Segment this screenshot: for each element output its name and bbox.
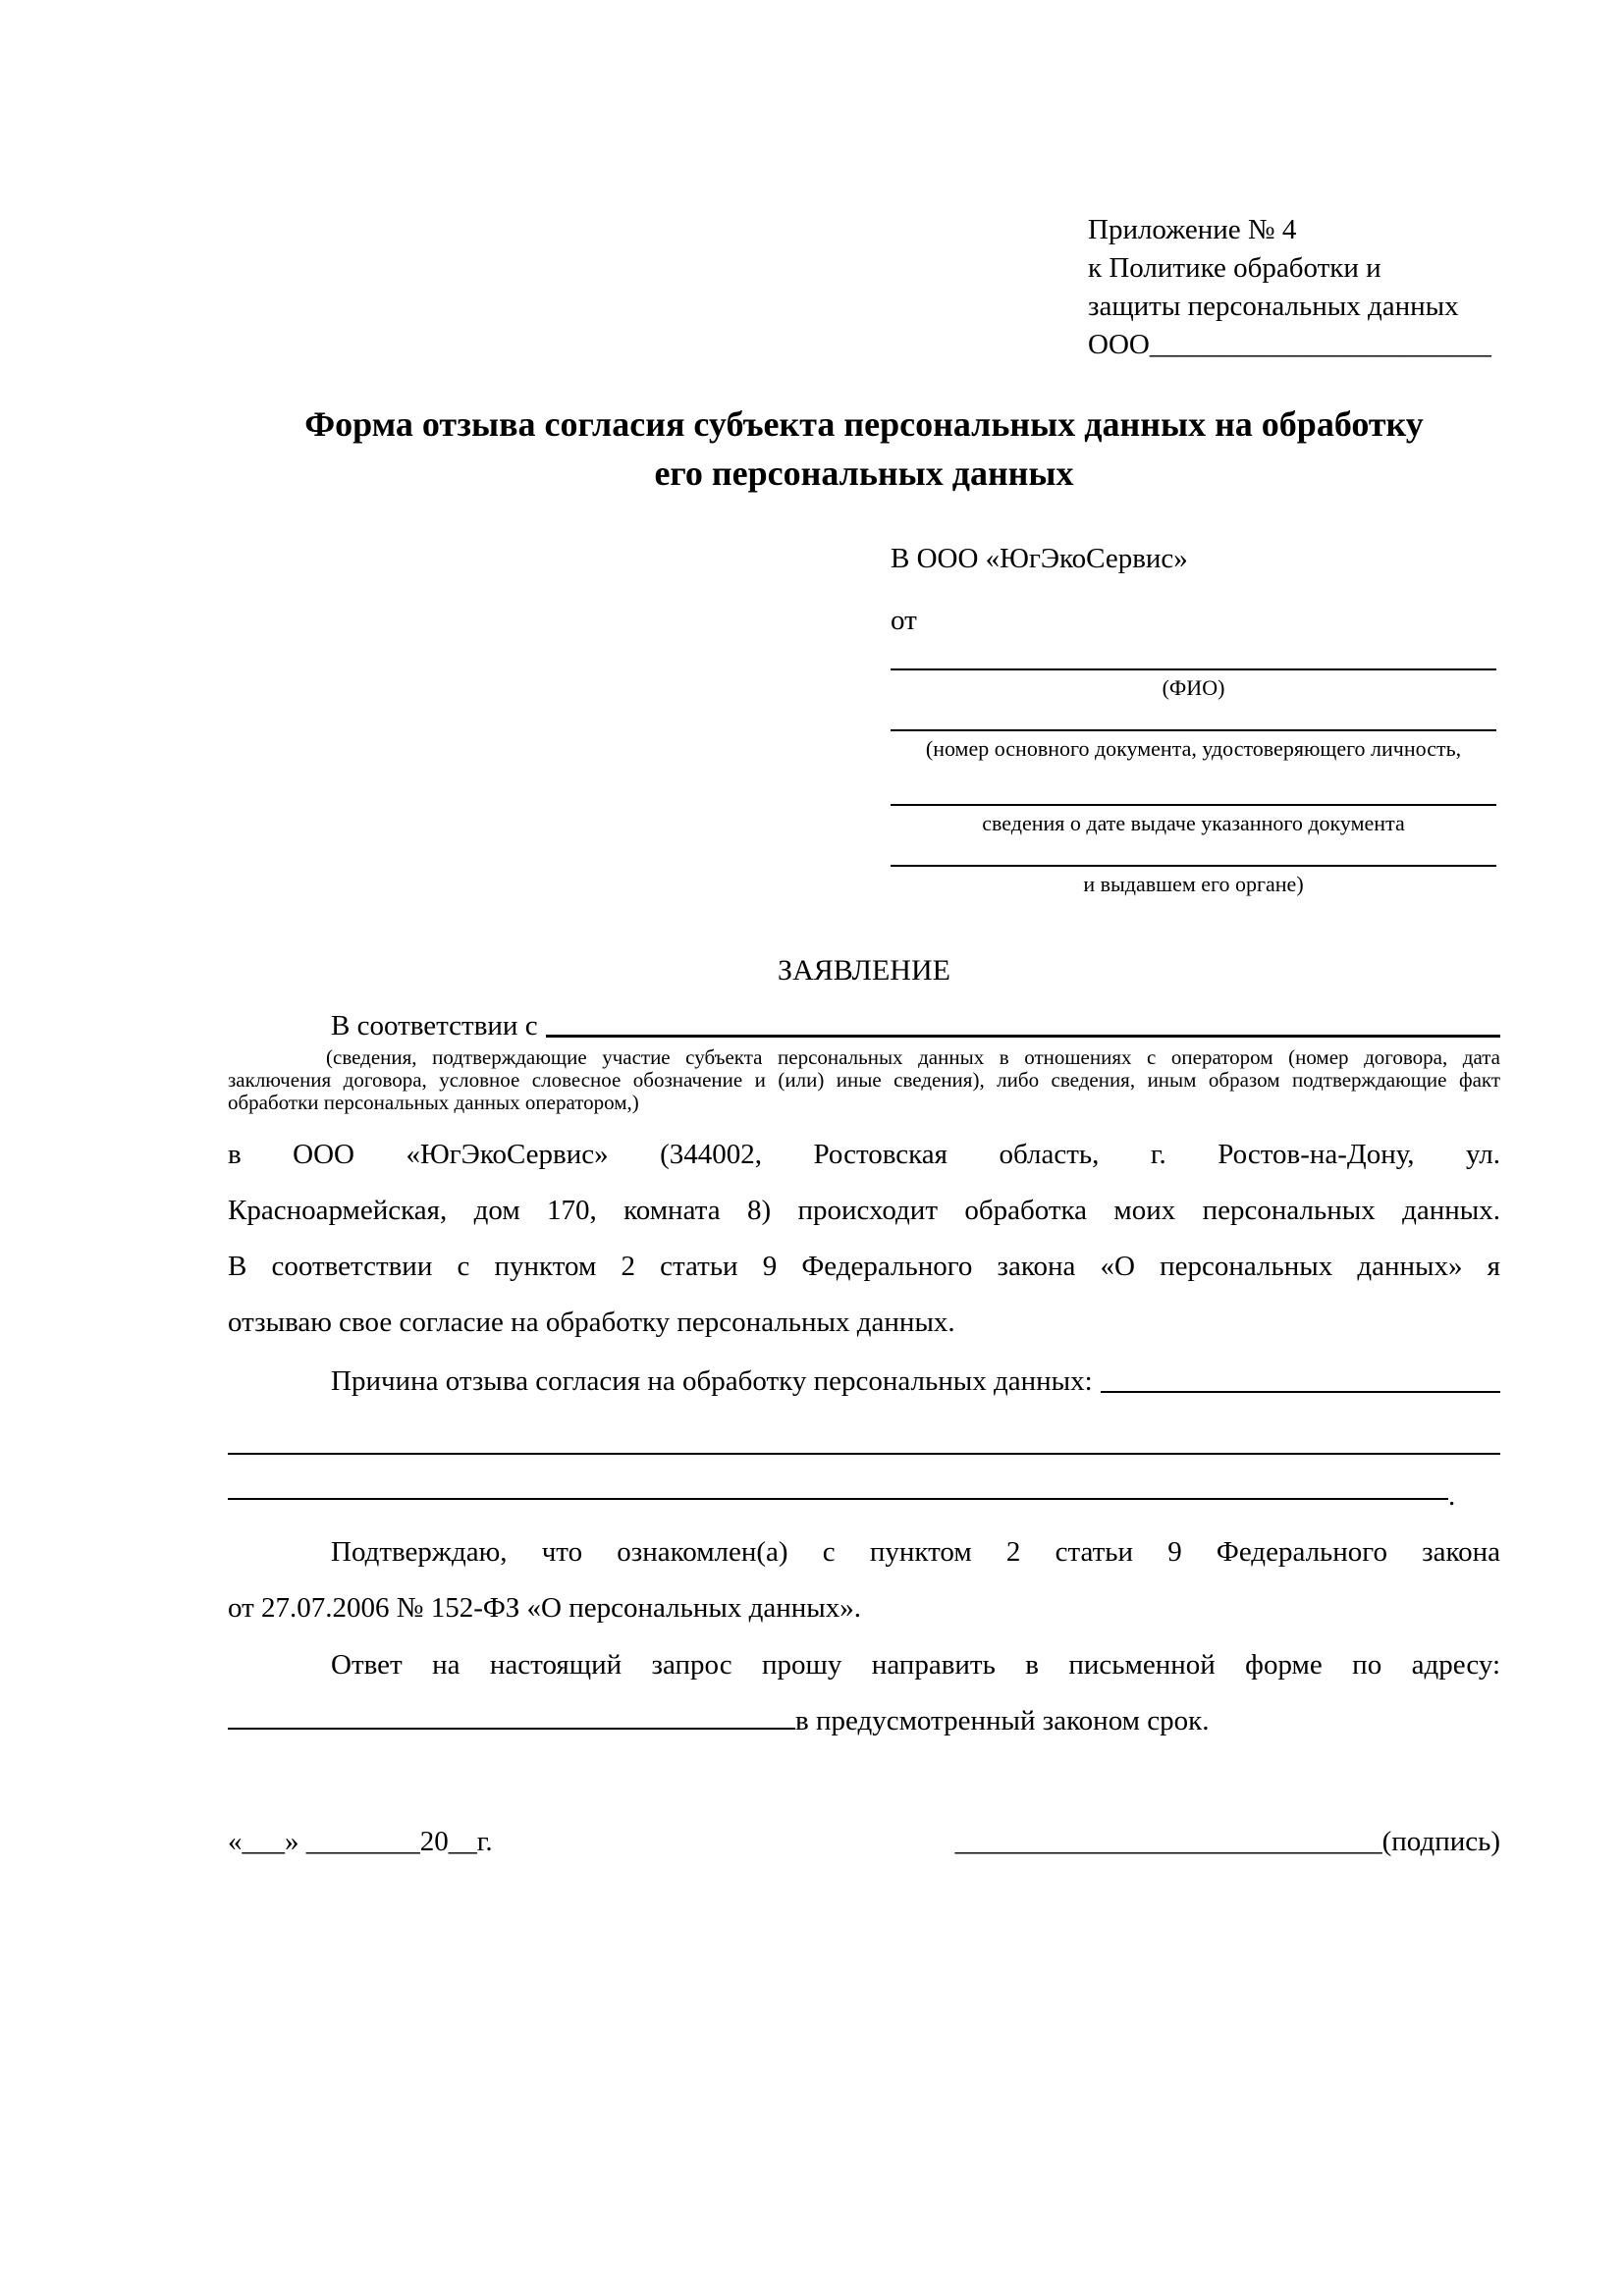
reason-blank-line-3	[228, 1498, 1448, 1500]
page-title-line-2: его персональных данных	[654, 454, 1074, 493]
confirm-line-2: от 27.07.2006 № 152-ФЗ «О персональных данных».	[228, 1592, 862, 1624]
appendix-line-3: защиты персональных данных	[1088, 291, 1459, 322]
id-doc-blank-line-3	[891, 865, 1496, 867]
fineprint-line-2: заключения договора, условное словесное обозначение и (или) иные сведения), либо сведения, иным образом подтверждающие факт	[228, 1068, 1500, 1092]
reply-line-1: Ответ на настоящий запрос прошу направить в письменной форме по адресу:	[331, 1649, 1500, 1681]
intro-blank-line	[546, 1035, 1500, 1038]
body-line-3: В соответствии с пунктом 2 статьи 9 Федерального закона «О персональных данных» я	[228, 1251, 1500, 1282]
id-doc-caption-2: сведения о дате выдаче указанного документа	[982, 811, 1405, 835]
date-signature-row	[228, 1826, 1500, 1858]
fineprint-line-3: обработки персональных данных оператором,)	[228, 1091, 639, 1114]
fio-caption: (ФИО)	[1162, 675, 1225, 700]
page-title	[228, 400, 1500, 498]
fineprint-block	[228, 1046, 1500, 1114]
fio-blank-line	[891, 668, 1496, 670]
page-title-line-1: Форма отзыва согласия субъекта персональных данных на обработку	[304, 404, 1424, 444]
reply-line-2	[228, 1693, 1500, 1749]
reply-line-2-suffix: в предусмотренный законом срок.	[795, 1705, 1210, 1736]
confirm-paragraph	[228, 1524, 1500, 1636]
reason-period: .	[1448, 1480, 1456, 1512]
appendix-ooo-blank-line: ООО________________________	[1088, 329, 1491, 360]
intro-row	[228, 1009, 1500, 1042]
body-line-4: отзываю свое согласие на обработку персональных данных.	[228, 1307, 955, 1338]
appendix-block	[1088, 211, 1494, 364]
reason-blank-line-2	[228, 1453, 1500, 1455]
appendix-line-1: Приложение № 4	[1088, 214, 1297, 245]
id-doc-blank-line-2	[891, 804, 1496, 806]
reply-address-blank-line	[228, 1728, 795, 1730]
reply-paragraph	[228, 1637, 1500, 1749]
reason-row	[228, 1364, 1500, 1398]
id-doc-caption-3: и выдавшем его органе)	[1083, 872, 1304, 896]
date-blank-line: «___» ________20__г.	[228, 1826, 493, 1857]
addressee-to: В ООО «ЮгЭкоСервис»	[891, 543, 1188, 574]
confirm-line-1: Подтверждаю, что ознакомлен(а) с пунктом 2 статьи 9 Федерального закона	[331, 1536, 1500, 1568]
statement-heading: ЗАЯВЛЕНИЕ	[778, 954, 950, 987]
reason-blank-line-1	[1101, 1391, 1500, 1393]
reason-label: Причина отзыва согласия на обработку персональных данных:	[331, 1365, 1093, 1397]
intro-label: В соответствии с	[331, 1010, 538, 1041]
body-line-2: Красноармейская, дом 170, комната 8) происходит обработка моих персональных данных.	[228, 1195, 1500, 1226]
body-line-1: в ООО «ЮгЭкоСервис» (344002, Ростовская область, г. Ростов-на-Дону, ул.	[228, 1139, 1500, 1170]
appendix-line-2: к Политике обработки и	[1088, 252, 1381, 284]
fineprint-line-1: (сведения, подтверждающие участие субъекта персональных данных в отношениях с оператором (номер договора, дата	[326, 1045, 1500, 1069]
id-doc-caption-1: (номер основного документа, удостоверяющего личность,	[925, 736, 1462, 761]
signature-blank-line: ______________________________(подпись)	[954, 1826, 1500, 1857]
statement-body	[228, 1127, 1500, 1351]
reason-blank-line-3-row	[228, 1480, 1500, 1514]
addressee-from: от	[891, 605, 917, 636]
id-doc-blank-line-1	[891, 729, 1496, 731]
